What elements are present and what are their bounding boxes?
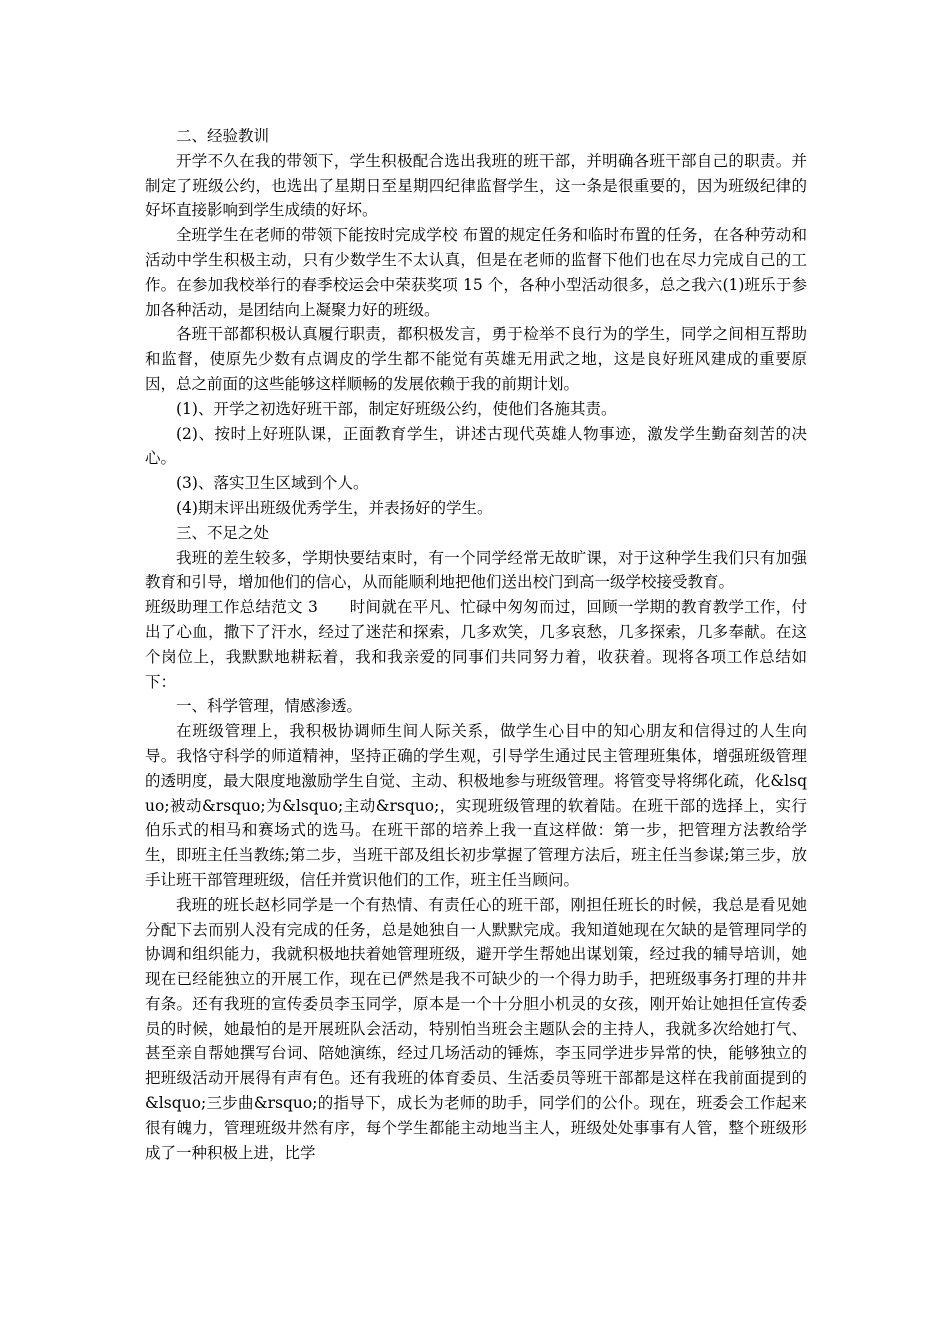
paragraph: 我班的差生较多，学期快要结束时，有一个同学经常无故旷课，对于这种学生我们只有加强教育和引导，增加他们的信心，从而能顺利地把他们送出校门到高一级学校接受教育。: [145, 548, 807, 592]
list-item: (2)、按时上好班队课，正面教育学生，讲述古现代英雄人物事迹，激发学生勤奋刻苦的决心。: [145, 424, 807, 468]
paragraph: 在班级管理上，我积极协调师生间人际关系，做学生心目中的知心朋友和信得过的人生向导。我恪守科学的师道精神，坚持正确的学生观，引导学生通过民主管理班集体，增强班级管理的透明度，最大限度地激励学生自觉、主动、积极地参与班级管理。将管变导将绑化疏，化&lsquo;被动&rsquo;为&lsquo;主动&rsquo;，实现班级管理的软着陆。在班干部的选择上，实行伯乐式的相马和赛场式的选马。在班干部的培养上我一直这样做：第一步，把管理方法教给学生，即班主任当教练;第二步，当班干部及组长初步掌握了管理方法后，班主任当参谋;第三步，放手让班干部管理班级，信任并赏识他们的工作，班主任当顾问。: [145, 722, 807, 889]
list-item: (1)、开学之初选好班干部，制定好班级公约，使他们各施其责。: [176, 399, 617, 418]
article-title-paragraph: 班级助理工作总结范文 3 时间就在平凡、忙碌中匆匆而过，回顾一学期的教育教学工作，付出了心血，撒下了汗水，经过了迷茫和探索，几多欢笑，几多哀愁，几多探索，几多奉献。在这个岗位上，我默默地耕耘着，我和我亲爱的同事们共同努力着，收获着。现将各项工作总结如下：: [145, 598, 807, 691]
paragraph: 我班的班长赵杉同学是一个有热情、有责任心的班干部，刚担任班长的时候，我总是看见她分配下去而别人没有完成的任务，总是她独自一人默默完成。我知道她现在欠缺的是管理同学的协调和组织能力，我就积极地扶着她管理班级，避开学生帮她出谋划策，经过我的辅导培训，她现在已经能独立的开展工作，现在已俨然是我不可缺少的一个得力助手，把班级事务打理的井井有条。还有我班的宣传委员李玉同学，原本是一个十分胆小机灵的女孩，刚开始让她担任宣传委员的时候，她最怕的是开展班队会活动，特别怕当班会主题队会的主持人，我就多次给她打气、甚至亲自帮她撰写台词、陪她演练，经过几场活动的锤炼，李玉同学进步异常的快，能够独立的把班级活动开展得有声有色。还有我班的体育委员、生活委员等班干部都是这样在我前面提到的&lsquo;三步曲&rsquo;的指导下，成长为老师的助手，同学们的公仆。现在，班委会工作起来很有魄力，管理班级井然有序，每个学生都能主动地当主人，班级处处事事有人管，整个班级形成了一种积极上进，比学: [145, 895, 807, 1162]
paragraph: 各班干部都积极认真履行职责，都积极发言，勇于检举不良行为的学生，同学之间相互帮助和监督，使原先少数有点调皮的学生都不能觉有英雄无用武之地，这是良好班风建成的重要原因，总之前面的这些能够这样顺畅的发展依赖于我的前期计划。: [145, 325, 807, 393]
document-page: [145, 124, 807, 1165]
paragraph: 开学不久在我的带领下，学生积极配合选出我班的班干部，并明确各班干部自己的职责。并制定了班级公约，也选出了星期日至星期四纪律监督学生，这一条是很重要的，因为班级纪律的好坏直接影响到学生成绩的好坏。: [145, 151, 807, 220]
section-heading-management: 一、科学管理，情感渗透。: [176, 697, 363, 716]
paragraph: 全班学生在老师的带领下能按时完成学校 布置的规定任务和临时布置的任务，在各种劳动和活动中学生积极主动，只有少数学生不太认真，但是在老师的监督下他们也在尽力完成自己的工作。在参加我校举行的春季校运会中荣获奖项 15 个，各种小型活动很多，总之我六(1)班乐于参加各种活动，是团结向上凝聚力好的班级。: [145, 226, 807, 319]
list-item: (4)期末评出班级优秀学生，并表扬好的学生。: [176, 498, 493, 517]
section-heading-lessons: 二、经验教训: [176, 127, 270, 145]
list-item: (3)、落实卫生区域到个人。: [176, 474, 369, 493]
section-heading-shortcomings: 三、不足之处: [176, 523, 270, 542]
